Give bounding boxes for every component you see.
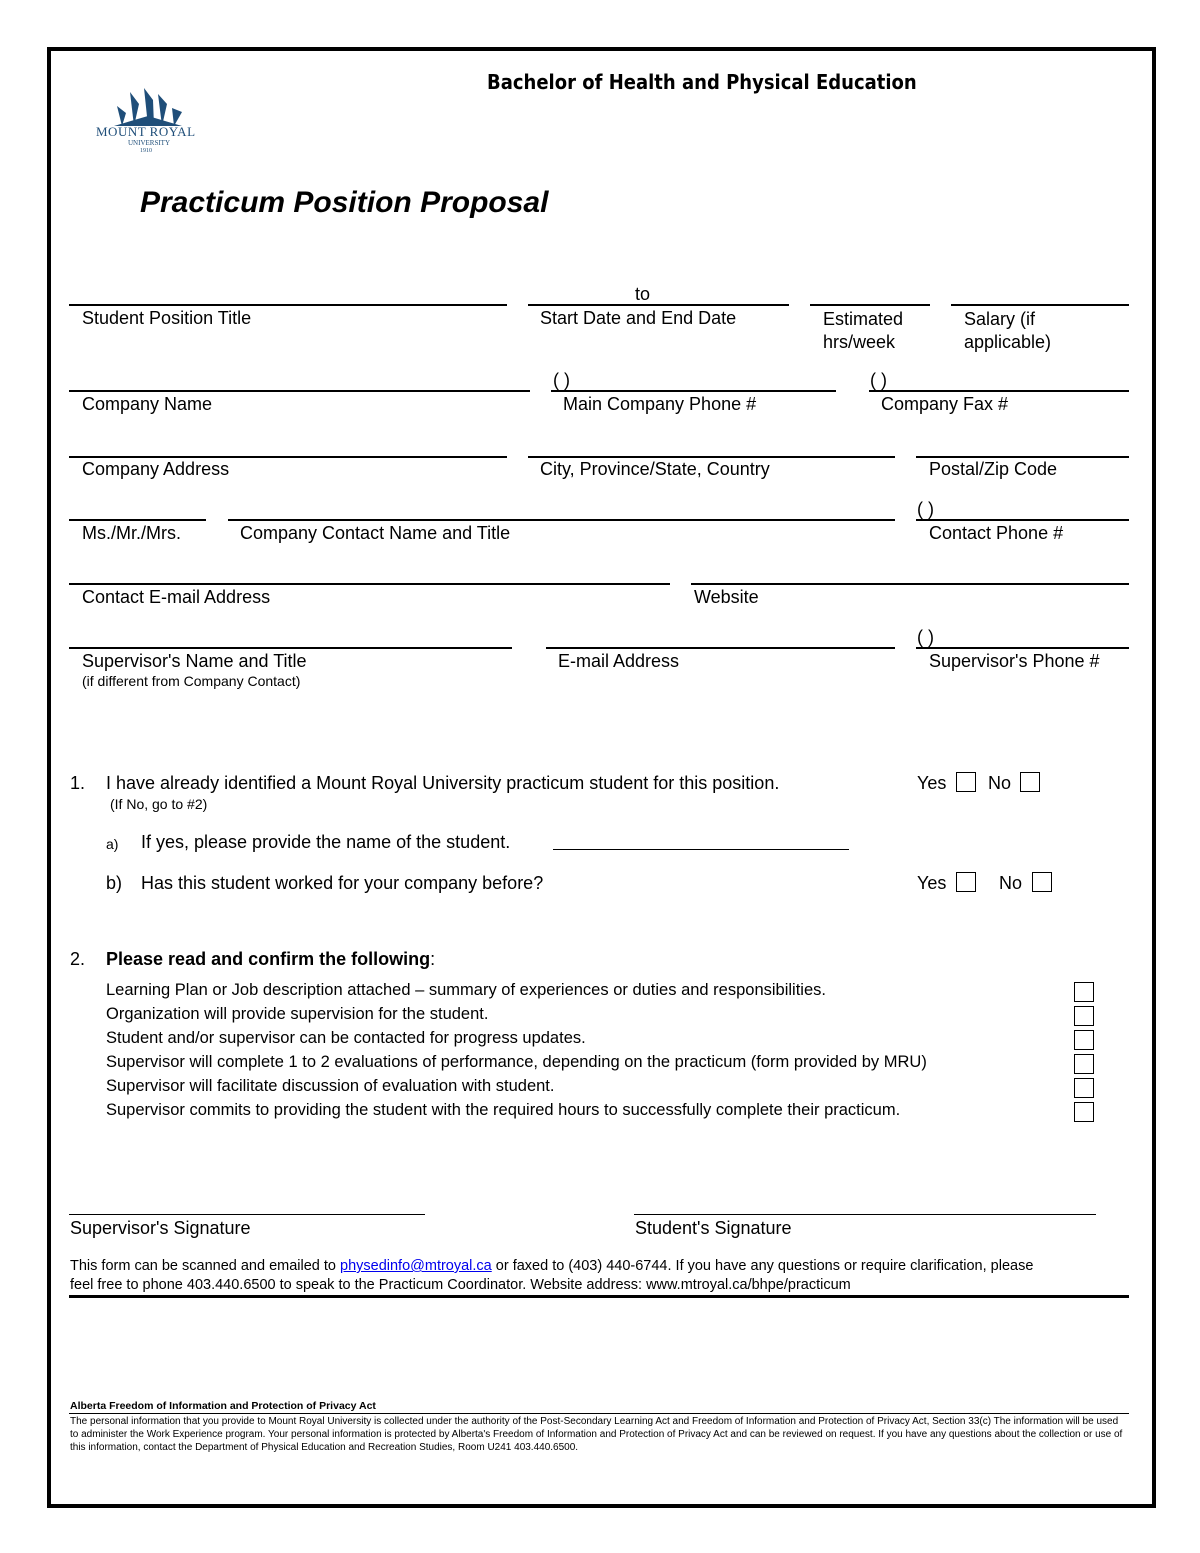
q1-no-label: No (988, 773, 1012, 793)
email-address-label: E-mail Address (558, 651, 680, 671)
list-item (106, 1077, 1106, 1101)
q2-heading (106, 949, 435, 970)
privacy-title: Alberta Freedom of Information and Protection of Privacy Act (70, 1400, 376, 1412)
q1-text: I have already identified a Mount Royal University practicum student for this position. (106, 773, 780, 793)
supervisor-email-field[interactable] (546, 647, 895, 649)
supervisor-phone-field[interactable] (916, 647, 1129, 649)
company-fax-field[interactable] (869, 390, 1129, 392)
salutation-label: Ms./Mr./Mrs. (82, 523, 181, 543)
qa-text: If yes, please provide the name of the student. (141, 832, 511, 852)
footer-line-2: feel free to phone 403.440.6500 to speak to the Practicum Coordinator. Website address: www.mtroyal.ca/bhpe/practicum (70, 1277, 851, 1293)
q2-colon: : (430, 949, 436, 969)
university-logo (92, 86, 204, 158)
student-signature-field[interactable] (634, 1214, 1096, 1215)
contact-email-field[interactable] (69, 583, 670, 585)
city-province-field[interactable] (528, 456, 895, 458)
privacy-divider (69, 1413, 1129, 1414)
company-address-label: Company Address (82, 459, 230, 479)
estimated-hours-label: Estimated hrs/week (823, 309, 904, 352)
website-label: Website (694, 587, 759, 607)
postal-code-field[interactable] (916, 456, 1129, 458)
confirm-checkbox-1[interactable] (1074, 982, 1094, 1002)
qb-no-label: No (999, 873, 1023, 893)
student-position-title-field[interactable] (69, 304, 507, 306)
contact-name-label: Company Contact Name and Title (240, 523, 511, 543)
estimated-hours-field[interactable] (810, 304, 930, 306)
confirm-item-4: Supervisor will complete 1 to 2 evaluations of performance, depending on the practicum (form provided by MRU) (106, 1053, 927, 1071)
confirm-item-5: Supervisor will facilitate discussion of evaluation with student. (106, 1077, 555, 1095)
to-text: to (635, 284, 651, 304)
form-title: Practicum Position Proposal (140, 186, 549, 219)
company-name-label: Company Name (82, 394, 213, 414)
supervisor-phone-paren: ( ) (917, 627, 934, 647)
supervisor-phone-label: Supervisor's Phone # (929, 651, 1100, 671)
email-link[interactable]: physedinfo@mtroyal.ca (340, 1258, 492, 1274)
start-end-date-label: Start Date and End Date (540, 308, 737, 328)
confirm-item-1: Learning Plan or Job description attached – summary of experiences or duties and responsibilities. (106, 981, 826, 999)
main-phone-label: Main Company Phone # (563, 394, 757, 414)
list-item (106, 981, 1106, 1005)
q1-no-checkbox[interactable] (1020, 772, 1040, 792)
city-province-label: City, Province/State, Country (540, 459, 770, 479)
qa-letter: a) (106, 836, 119, 852)
footer-divider (69, 1295, 1129, 1298)
q1-note: (If No, go to #2) (110, 796, 208, 812)
supervisor-name-field[interactable] (69, 647, 512, 649)
q2-number: 2. (70, 949, 86, 969)
qb-yes-checkbox[interactable] (956, 872, 976, 892)
company-fax-label: Company Fax # (881, 394, 1009, 414)
confirm-checkbox-3[interactable] (1074, 1030, 1094, 1050)
contact-phone-field[interactable] (916, 519, 1129, 521)
confirm-item-2: Organization will provide supervision for the student. (106, 1005, 489, 1023)
student-position-title-label: Student Position Title (82, 308, 252, 328)
q2-heading-text: Please read and confirm the following (106, 949, 431, 969)
supervisor-name-label: Supervisor's Name and Title (82, 651, 307, 671)
confirm-checkbox-6[interactable] (1074, 1102, 1094, 1122)
logo-subtext: UNIVERSITY (128, 139, 170, 147)
program-heading: Bachelor of Health and Physical Education (487, 70, 917, 94)
main-phone-paren: ( ) (553, 370, 570, 390)
student-signature-label: Student's Signature (635, 1218, 792, 1238)
salutation-field[interactable] (69, 519, 206, 521)
qb-yes-label: Yes (917, 873, 947, 893)
salary-label: Salary (if applicable) (964, 309, 1052, 352)
confirm-item-6: Supervisor commits to providing the student with the required hours to successfully complete their practicum. (106, 1101, 901, 1119)
list-item (106, 1101, 1106, 1125)
contact-phone-label: Contact Phone # (929, 523, 1064, 543)
company-name-field[interactable] (69, 390, 530, 392)
main-phone-field[interactable] (551, 390, 836, 392)
logo-year: 1910 (140, 148, 152, 154)
qb-text: Has this student worked for your company before? (141, 873, 544, 893)
supervisor-signature-label: Supervisor's Signature (70, 1218, 251, 1238)
contact-phone-paren: ( ) (917, 499, 934, 519)
list-item (106, 1005, 1106, 1029)
q1-number: 1. (70, 773, 86, 793)
q1-yes-checkbox[interactable] (956, 772, 976, 792)
contact-email-label: Contact E-mail Address (82, 587, 271, 607)
qb-no-checkbox[interactable] (1032, 872, 1052, 892)
confirm-checkbox-2[interactable] (1074, 1006, 1094, 1026)
fax-paren: ( ) (870, 370, 887, 390)
q1-yes-label: Yes (917, 773, 947, 793)
list-item (106, 1029, 1106, 1053)
student-name-field[interactable] (553, 849, 849, 850)
footer-line-1 (70, 1258, 1033, 1274)
salary-field[interactable] (951, 304, 1129, 306)
privacy-text: The personal information that you provide to Mount Royal University is collected under the authority of the Post-Secondary Learning Act and Freedom of Information and Protection of Privacy Act, Section 33(c) The information will be used to administer the Work Experience program. Your personal information is protected by Alberta's Freedom of Information and Protection of Privacy Act and can be reviewed on request. If you have any questions about the collection or use of this information, contact the Department of Physical Education and Recreation Studies, Room U241 403.440.6500. (70, 1416, 1123, 1453)
postal-code-label: Postal/Zip Code (929, 459, 1058, 479)
start-end-date-field[interactable] (528, 304, 789, 306)
website-field[interactable] (691, 583, 1129, 585)
confirm-checkbox-5[interactable] (1074, 1078, 1094, 1098)
list-item (106, 1053, 1106, 1077)
confirm-item-3: Student and/or supervisor can be contacted for progress updates. (106, 1029, 586, 1047)
supervisor-signature-field[interactable] (69, 1214, 425, 1215)
contact-name-field[interactable] (228, 519, 895, 521)
qb-letter: b) (106, 873, 123, 893)
supervisor-note: (if different from Company Contact) (82, 673, 301, 689)
logo-text: MOUNT ROYAL (96, 124, 196, 139)
footer-text-b: or faxed to (403) 440-6744. If you have any questions or require clarification, please (491, 1258, 1034, 1274)
footer-text-a: This form can be scanned and emailed to (70, 1258, 341, 1274)
company-address-field[interactable] (69, 456, 507, 458)
confirm-checkbox-4[interactable] (1074, 1054, 1094, 1074)
